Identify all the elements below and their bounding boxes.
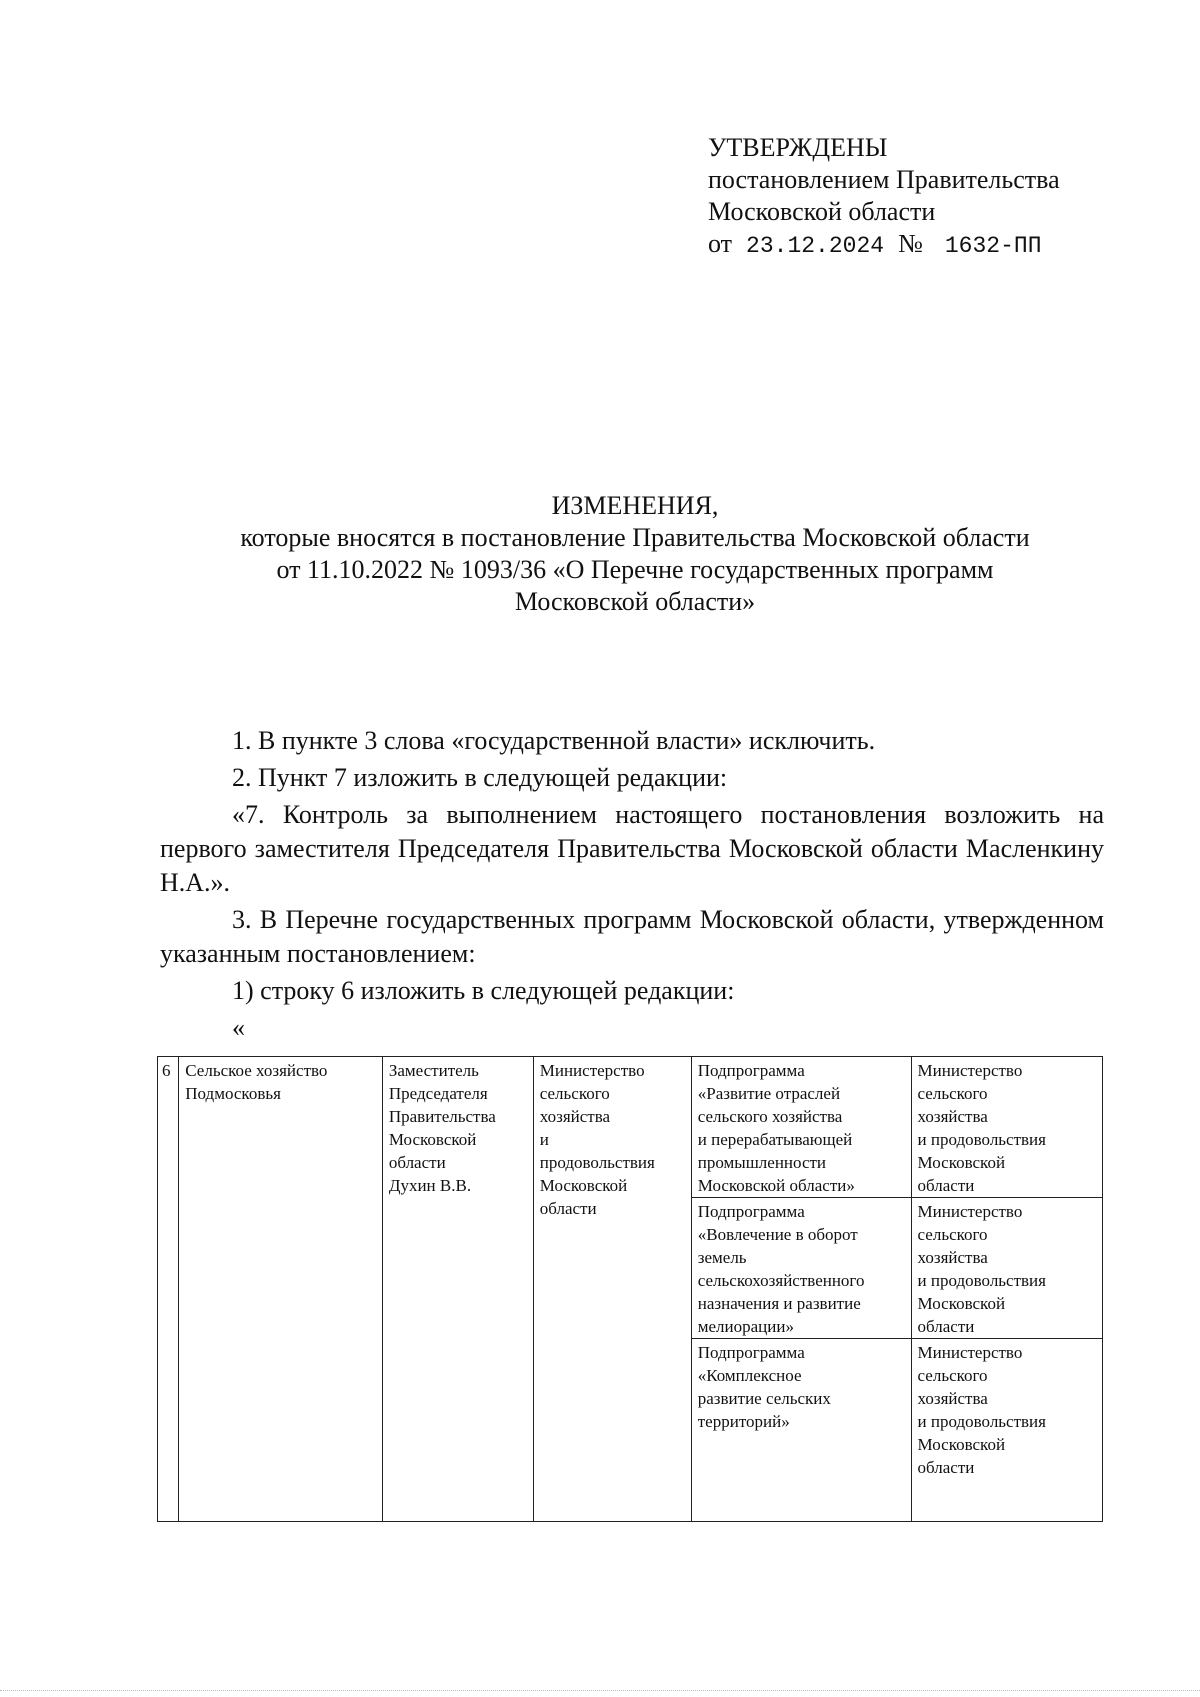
coordinator-cell: Министерство сельского хозяйства и продовольствия Московской области <box>533 1057 691 1522</box>
program-table <box>157 1056 1103 1522</box>
title-heading: ИЗМЕНЕНИЯ, <box>551 491 719 520</box>
approval-date-line <box>708 228 1060 262</box>
paragraph-5: 1) строку 6 изложить в следующей редакции: <box>232 976 735 1005</box>
subprogram-executor-cell: Министерство сельского хозяйства и продовольствия Московской области <box>911 1198 1102 1339</box>
paragraph-2: 2. Пункт 7 изложить в следующей редакции: <box>232 763 728 792</box>
title-line-2: от 11.10.2022 № 1093/36 «О Перечне государственных программ <box>276 555 994 584</box>
approval-number: 1632-ПП <box>944 233 1042 259</box>
quote-open: « <box>232 1013 245 1042</box>
document-title <box>160 490 1110 618</box>
approval-date: 23.12.2024 <box>746 233 885 259</box>
subprogram-name-cell: Подпрограмма «Вовлечение в оборот земель сельскохозяйственного назначения и развитие мелиорации» <box>691 1198 911 1339</box>
row-number-cell: 6 <box>158 1057 179 1522</box>
title-line-1: которые вносятся в постановление Правительства Московской области <box>240 523 1030 552</box>
subprogram-name-cell: Подпрограмма «Комплексное развитие сельских территорий» <box>691 1339 911 1522</box>
paragraph-4: 3. В Перечне государственных программ Московской области, утвержденном указанным постановлением: <box>160 905 1104 968</box>
curator-cell: Заместитель Председателя Правительства Московской области Духин В.В. <box>382 1057 533 1522</box>
document-body <box>160 724 1104 1048</box>
table-row <box>158 1057 1103 1198</box>
approval-line-2: Московской области <box>708 197 936 226</box>
approval-prefix: от <box>708 229 733 258</box>
subprogram-executor-cell: Министерство сельского хозяйства и продовольствия Московской области <box>911 1339 1102 1522</box>
subprogram-name-cell: Подпрограмма «Развитие отраслей сельского хозяйства и перерабатывающей промышленности Московской области» <box>691 1057 911 1198</box>
title-line-3: Московской области» <box>514 587 756 616</box>
approval-line-1: постановлением Правительства <box>708 165 1060 194</box>
approval-stamp <box>708 132 1060 262</box>
approval-number-sign: № <box>898 229 923 258</box>
program-name-cell: Сельское хозяйство Подмосковья <box>179 1057 383 1522</box>
subprogram-executor-cell: Министерство сельского хозяйства и продовольствия Московской области <box>911 1057 1102 1198</box>
paragraph-3: «7. Контроль за выполнением настоящего постановления возложить на первого заместителя Председателя Правительства Московской области Масленкину Н.А.». <box>160 800 1104 897</box>
approval-heading: УТВЕРЖДЕНЫ <box>708 133 888 162</box>
scan-edge-divider <box>0 1690 1200 1691</box>
paragraph-1: 1. В пункте 3 слова «государственной власти» исключить. <box>232 726 876 755</box>
